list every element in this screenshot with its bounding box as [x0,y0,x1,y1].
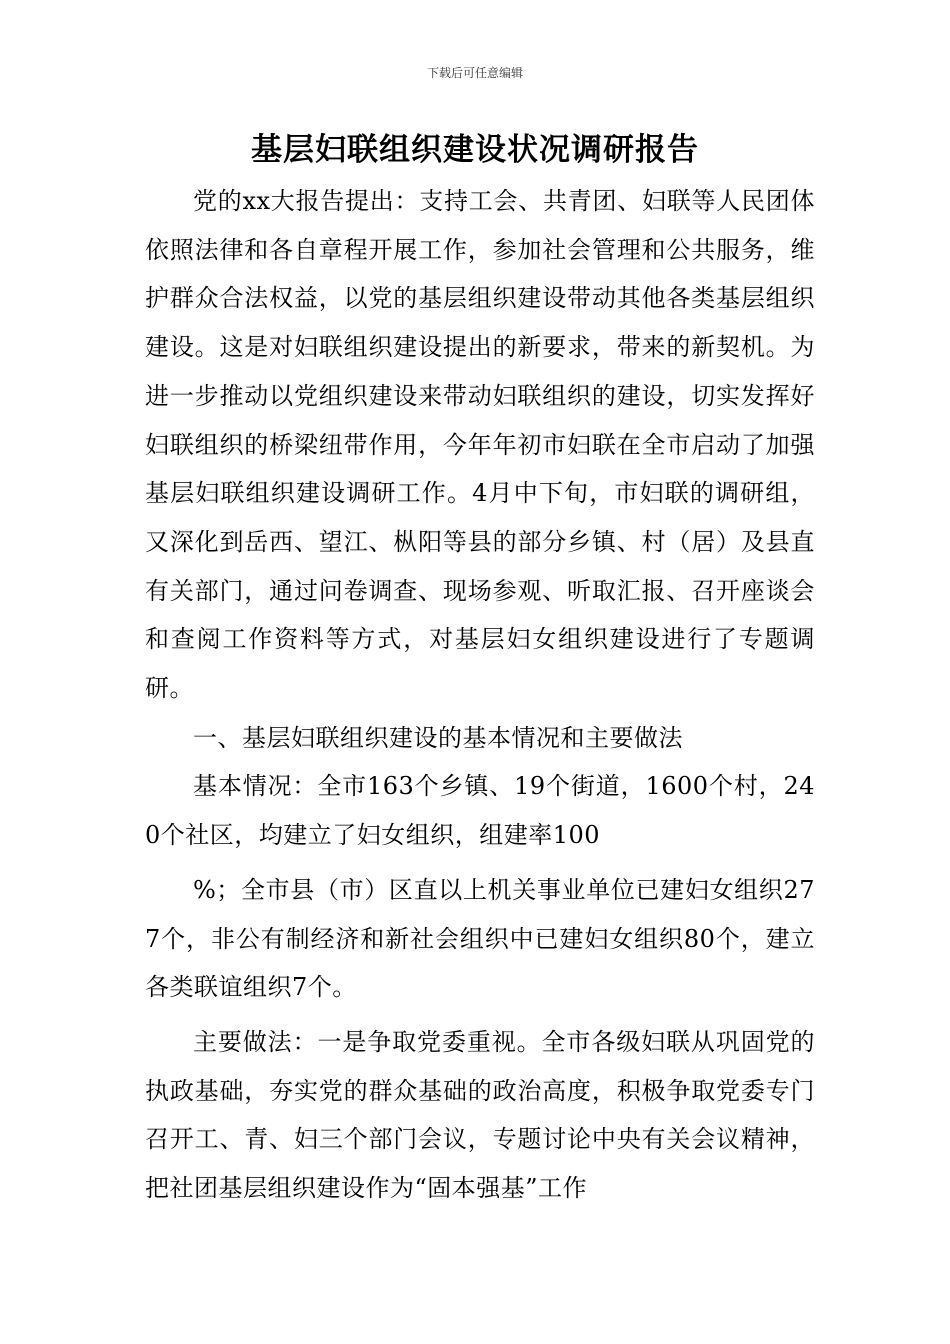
section-heading: 一、基层妇联组织建设的基本情况和主要做法 [193,723,683,752]
document-body [145,177,815,1213]
paragraph-basic-situation-continued: %；全市县（市）区直以上机关事业单位已建妇女组织277个，非公有制经济和新社会组织中已建妇女组织80个，建立各类联谊组织7个。 [145,875,815,1002]
paragraph-intro: 党的xx大报告提出：支持工会、共青团、妇联等人民团体依照法律和各自章程开展工作，参加社会管理和公共服务，维护群众合法权益，以党的基层组织建设带动其他各类基层组织建设。这是对妇联组织建设提出的新要求，带来的新契机。为进一步推动以党组织建设来带动妇联组织的建设，切实发挥好妇联组织的桥梁纽带作用，今年年初市妇联在全市启动了加强基层妇联组织建设调研工作。4月中下旬，市妇联的调研组，又深化到岳西、望江、枞阳等县的部分乡镇、村（居）及县直有关部门，通过问卷调查、现场参观、听取汇报、召开座谈会和查阅工作资料等方式，对基层妇女组织建设进行了专题调研。 [145,187,815,703]
paragraph-main-practices: 主要做法：一是争取党委重视。全市各级妇联从巩固党的执政基础，夯实党的群众基础的政治高度，积极争取党委专门召开工、青、妇三个部门会议，专题讨论中央有关会议精神，把社团基层组织建设作为“固本强基”工作 [145,1027,815,1203]
document-title: 基层妇联组织建设状况调研报告 [251,132,699,168]
paragraph-basic-situation: 基本情况：全市163个乡镇、19个街道，1600个村，240个社区，均建立了妇女组织，组建率100 [145,772,815,850]
header-note: 下载后可任意编辑 [426,66,523,80]
